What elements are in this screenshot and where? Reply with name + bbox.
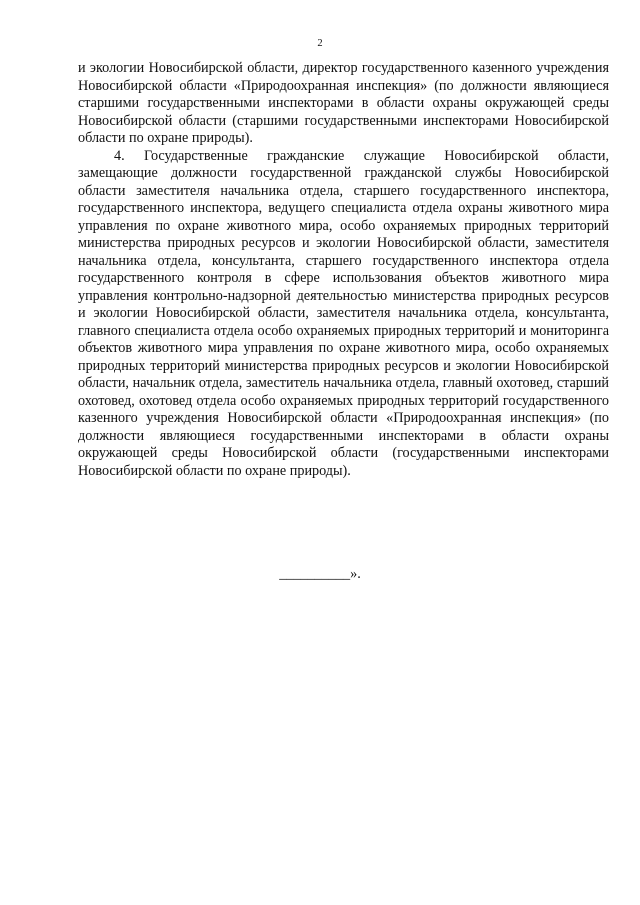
closing-line: __________». (279, 566, 361, 582)
page-number: 2 (317, 38, 323, 49)
document-body (78, 60, 609, 480)
paragraph-continuation: и экологии Новосибирской области, директор государственного казенного учреждения Новосибирской области «Природоохранная инспекция» (по должности являющиеся старшими государственными инспекторами в области охраны окружающей среды Новосибирской области (старшими государственными инспекторами Новосибирской области по охране природы). (78, 60, 609, 146)
paragraph-item-4: 4. Государственные гражданские служащие Новосибирской области, замещающие должности государственной гражданской службы Новосибирской области заместителя начальника отдела, старшего государственного инспектора, государственного инспектора, ведущего специалиста отдела охраны животного мира управления по охране животного мира, особо охраняемых природных территорий министерства природных ресурсов и экологии Новосибирской области, заместителя начальника отдела, консультанта, старшего государственного инспектора отдела государственного контроля в сфере использования объектов животного мира управления контрольно-надзорной деятельностью министерства природных ресурсов и экологии Новосибирской области, заместителя начальника отдела, консультанта, главного специалиста отдела особо охраняемых природных территорий и мониторинга объектов животного мира управления по охране животного мира, особо охраняемых природных территорий министерства природных ресурсов и экологии Новосибирской области, начальник отдела, заместитель начальника отдела, главный охотовед, старший охотовед, охотовед отдела особо охраняемых природных территорий государственного казенного учреждения Новосибирской области «Природоохранная инспекция» (по должности являющиеся государственными инспекторами в области охраны окружающей среды Новосибирской области (государственными инспекторами Новосибирской области по охране природы). (78, 147, 609, 479)
